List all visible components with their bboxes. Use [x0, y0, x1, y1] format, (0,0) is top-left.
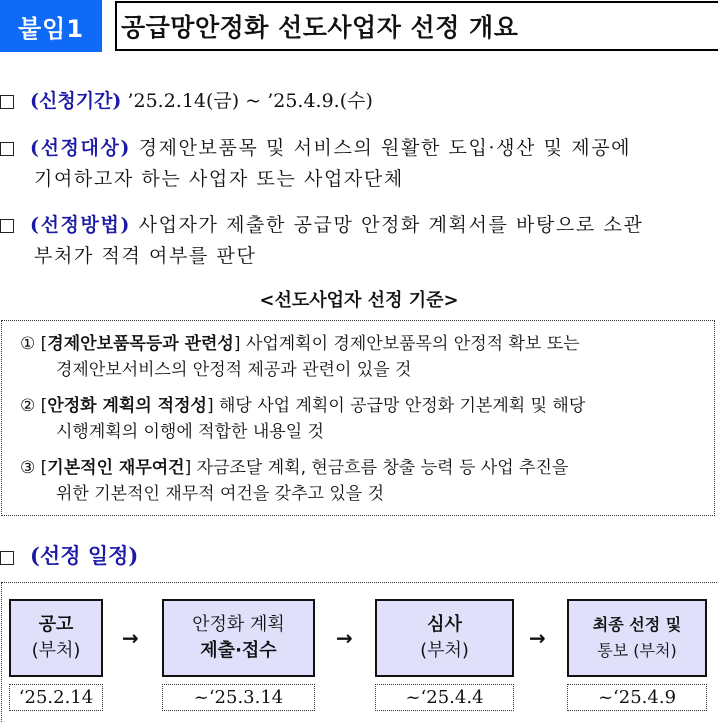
bullet-text: ’25.2.14(금) ~ ’25.4.9.(수) — [127, 90, 373, 112]
step-sublabel: (부처) — [31, 640, 81, 661]
attachment-badge: 붙임1 — [0, 0, 102, 52]
arrow-right-icon: → — [122, 626, 139, 650]
step-date: ‘25.2.14 — [9, 684, 103, 711]
page-title — [115, 1, 718, 51]
step-sublabel: (부처) — [420, 640, 469, 661]
item-number: ① — [20, 334, 36, 354]
step-sublabel: 통보 (부처) — [597, 641, 677, 660]
arrow-right-icon: → — [336, 626, 353, 650]
step-date: ~‘25.3.14 — [162, 684, 315, 711]
criteria-item-2: ② [안정화 계획의 적정성] 해당 사업 계획이 공급망 안정화 기본계획 및 해당 시행계획의 이행에 적합한 내용일 것 — [20, 393, 585, 445]
checkbox-square-icon — [0, 95, 14, 109]
item-number: ③ — [20, 458, 36, 478]
item-text: 자금조달 계획, 현금흐름 창출 능력 등 사업 추진을 — [196, 458, 569, 478]
step-label: 안정화 계획 — [192, 614, 285, 635]
step-plan-submission — [162, 599, 315, 677]
step-label: 최종 선정 및 — [592, 615, 682, 634]
step-review — [375, 599, 514, 677]
bullet-application-period — [0, 86, 716, 117]
item-text-cont: 위한 기본적인 재무적 여건을 갖추고 있을 것 — [56, 484, 385, 504]
checkbox-square-icon — [0, 142, 14, 156]
bullet-head: (신청기간) — [30, 90, 122, 112]
step-sublabel: 제출·접수 — [200, 640, 277, 661]
step-final-selection — [567, 599, 707, 677]
bullet-text-cont: 부처가 적격 여부를 판단 — [34, 245, 257, 267]
criteria-item-1: ① [경제안보품목등과 관련성] 사업계획이 경제안보품목의 안정적 확보 또는 경제안보서비스의 안정적 제공과 관련이 있을 것 — [20, 331, 580, 383]
step-date: ~‘25.4.4 — [375, 684, 514, 711]
item-text: 사업계획이 경제안보품목의 안정적 확보 또는 — [245, 334, 580, 354]
item-head: 경제안보품목등과 관련성 — [47, 334, 234, 354]
checkbox-square-icon — [0, 219, 14, 233]
item-head: 안정화 계획의 적정성 — [47, 396, 207, 416]
item-head: 기본적인 재무여건 — [47, 458, 185, 478]
item-text: 해당 사업 계획이 공급망 안정화 기본계획 및 해당 — [218, 396, 586, 416]
schedule-title: (선정 일정) — [30, 543, 139, 568]
item-text-cont: 경제안보서비스의 안정적 제공과 관련이 있을 것 — [56, 360, 412, 380]
bullet-selection-method — [0, 210, 716, 272]
step-date: ~‘25.4.9 — [567, 684, 707, 711]
checkbox-square-icon — [0, 551, 14, 565]
item-text-cont: 시행계획의 이행에 적합한 내용일 것 — [56, 422, 324, 442]
item-number: ② — [20, 396, 36, 416]
step-label: 공고 — [38, 614, 74, 635]
step-announcement — [9, 599, 103, 677]
page-title-text: 공급망안정화 선도사업자 선정 개요 — [121, 13, 519, 42]
bullet-text: 사업자가 제출한 공급망 안정화 계획서를 바탕으로 소관 — [138, 214, 644, 236]
criteria-title: <선도사업자 선정 기준> — [259, 290, 459, 311]
criteria-item-3: ③ [기본적인 재무여건] 자금조달 계획, 현금흐름 창출 능력 등 사업 추진을 위한 기본적인 재무적 여건을 갖추고 있을 것 — [20, 455, 568, 507]
bullet-head: (선정방법) — [30, 214, 131, 236]
bullet-head: (선정대상) — [30, 137, 131, 159]
step-label: 심사 — [427, 614, 462, 635]
bullet-selection-target — [0, 133, 716, 195]
bullet-text: 경제안보품목 및 서비스의 원활한 도입·생산 및 제공에 — [138, 137, 632, 159]
arrow-right-icon: → — [529, 626, 546, 650]
bullet-text-cont: 기여하고자 하는 사업자 또는 사업자단체 — [34, 168, 404, 190]
criteria-box — [1, 320, 715, 516]
schedule-heading — [0, 540, 138, 570]
